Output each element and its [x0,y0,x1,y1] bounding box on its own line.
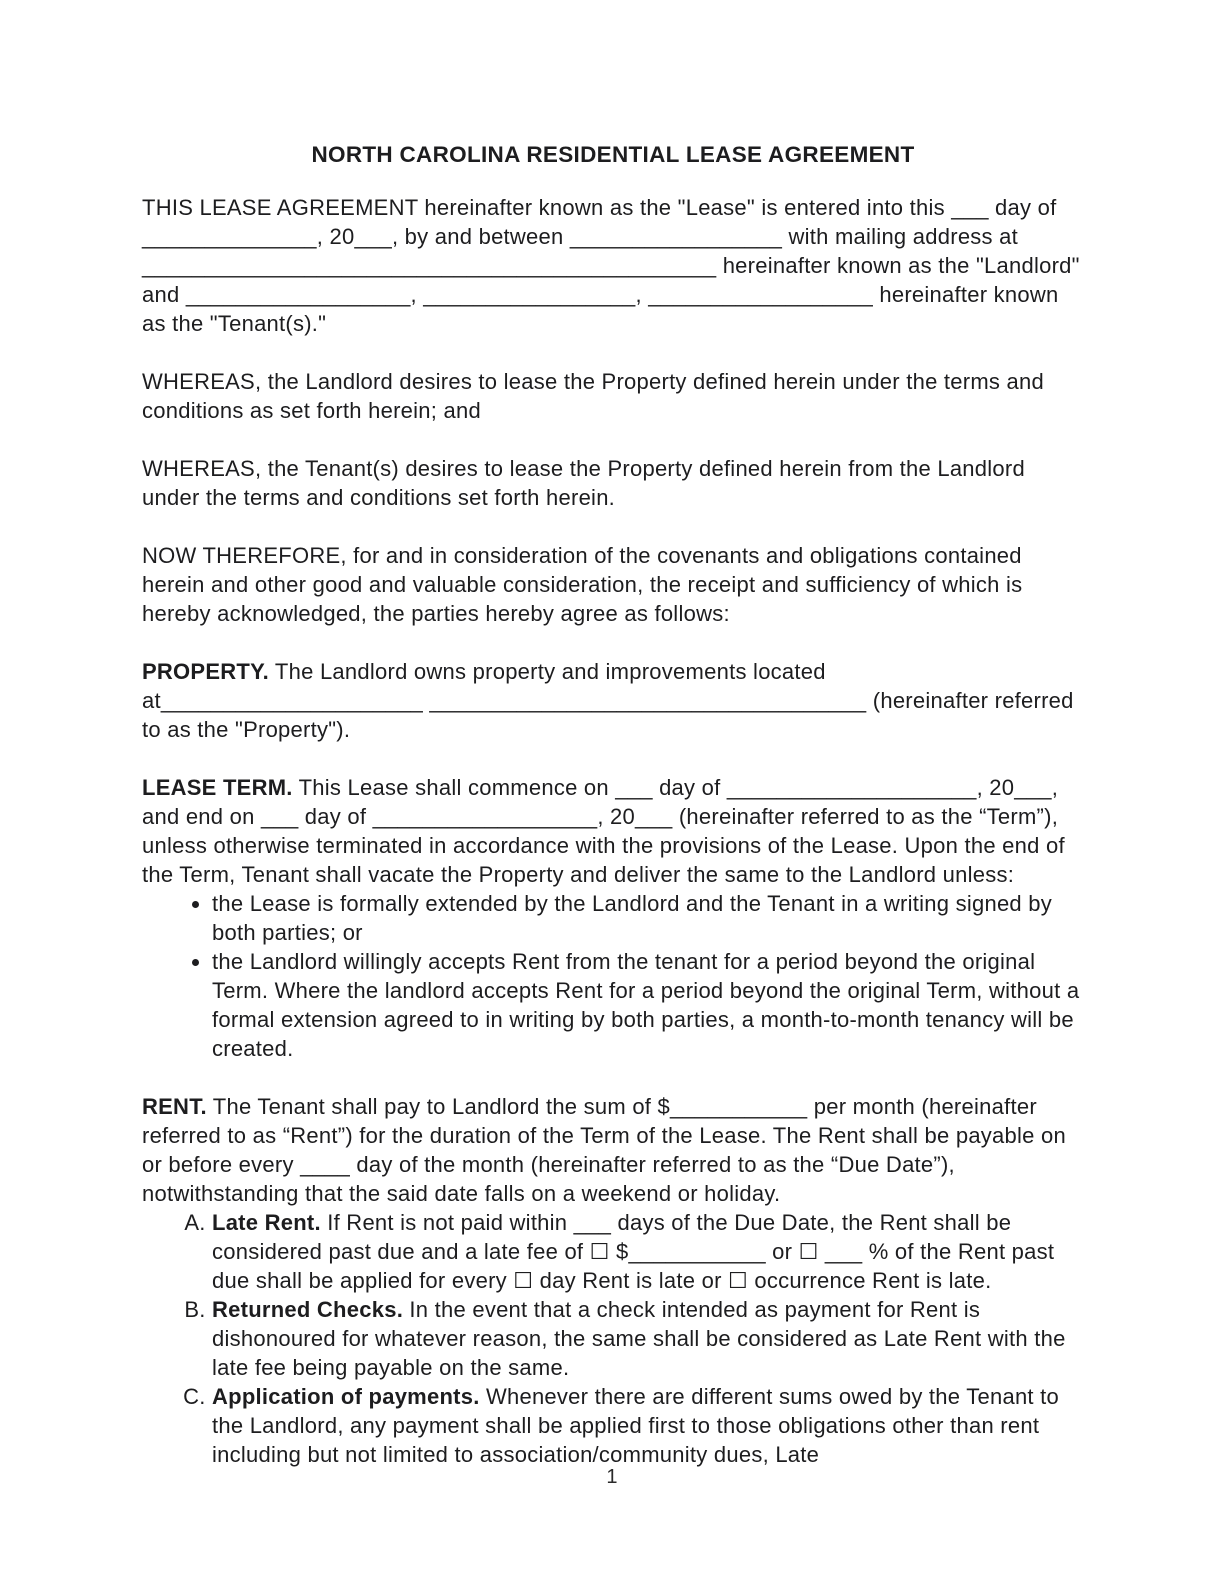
page-number: 1 [606,1466,618,1488]
lease-term-section-heading: LEASE TERM. [142,775,293,800]
whereas-tenant-paragraph: WHEREAS, the Tenant(s) desires to lease the Property defined herein from the Landlord under the terms and conditions set forth herein. [142,456,1025,510]
late-rent-heading: Late Rent. [212,1210,321,1235]
application-of-payments-text: Whenever there are different sums owed by the Tenant to the Landlord, any payment shall be applied first to those obligations other than rent including but not limited to association/community dues, Late [212,1384,1059,1467]
lease-term-bullet-extension: • the Lease is formally extended by the Landlord and the Tenant in a writing signed by both parties; or [212,889,1084,947]
intro-paragraph: THIS LEASE AGREEMENT hereinafter known as the "Lease" is entered into this ___ day of ______________, 20___, by and between _________________ with mailing address at ______________________________________________ hereinafter known as the "Landlord" and __________________, _________________, __________________ hereinafter known as the "Tenant(s)." [142,195,1080,336]
document-content [142,140,1084,1469]
property-section [142,657,1084,744]
returned-checks-heading: Returned Checks. [212,1297,404,1322]
returned-checks-text: In the event that a check intended as payment for Rent is dishonoured for whatever reason, the same shall be considered as Late Rent with the late fee being payable on the same. [212,1297,1066,1380]
property-section-text: The Landlord owns property and improvements located at_____________________ ___________________________________ (hereinafter referred to as the "Property"). [142,659,1074,742]
rent-section-heading: RENT. [142,1094,207,1119]
rent-subitem-returned-checks [212,1295,1084,1382]
lease-term-bullet-holdover: • the Landlord willingly accepts Rent from the tenant for a period beyond the original Term. Where the landlord accepts Rent for a period beyond the original Term, without a formal extension agreed to in writing by both parties, a month-to-month tenancy will be created. [212,947,1084,1063]
lease-term-bullet-list [142,889,1084,1063]
whereas-landlord-paragraph: WHEREAS, the Landlord desires to lease the Property defined herein under the terms and conditions as set forth herein; and [142,369,1044,423]
rent-section [142,1092,1084,1208]
late-rent-text: If Rent is not paid within ___ days of the Due Date, the Rent shall be considered past due and a late fee of ☐ $___________ or ☐ ___ % of the Rent past due shall be applied for every ☐ day Rent is late or ☐ occurrence Rent is late. [212,1210,1055,1293]
rent-subitem-list [142,1208,1084,1469]
rent-subitem-application-of-payments [212,1382,1084,1469]
lease-term-section [142,773,1084,889]
rent-subitem-late-rent [212,1208,1084,1295]
application-of-payments-heading: Application of payments. [212,1384,480,1409]
rent-section-text: The Tenant shall pay to Landlord the sum of $___________ per month (hereinafter referred to as “Rent”) for the duration of the Term of the Lease. The Rent shall be payable on or before every ____ day of the month (hereinafter referred to as the “Due Date”), notwithstanding that the said date falls on a weekend or holiday. [142,1094,1066,1206]
lease-term-section-text: This Lease shall commence on ___ day of ____________________, 20___, and end on ___ day of __________________, 20___ (hereinafter referred to as the “Term”), unless otherwise terminated in accordance with the provisions of the Lease. Upon the end of the Term, Tenant shall vacate the Property and deliver the same to the Landlord unless: [142,775,1065,887]
now-therefore-paragraph: NOW THEREFORE, for and in consideration of the covenants and obligations contained herein and other good and valuable consideration, the receipt and sufficiency of which is hereby acknowledged, the parties hereby agree as follows: [142,543,1023,626]
document-title: NORTH CAROLINA RESIDENTIAL LEASE AGREEMENT [311,142,915,167]
property-section-heading: PROPERTY. [142,659,269,684]
